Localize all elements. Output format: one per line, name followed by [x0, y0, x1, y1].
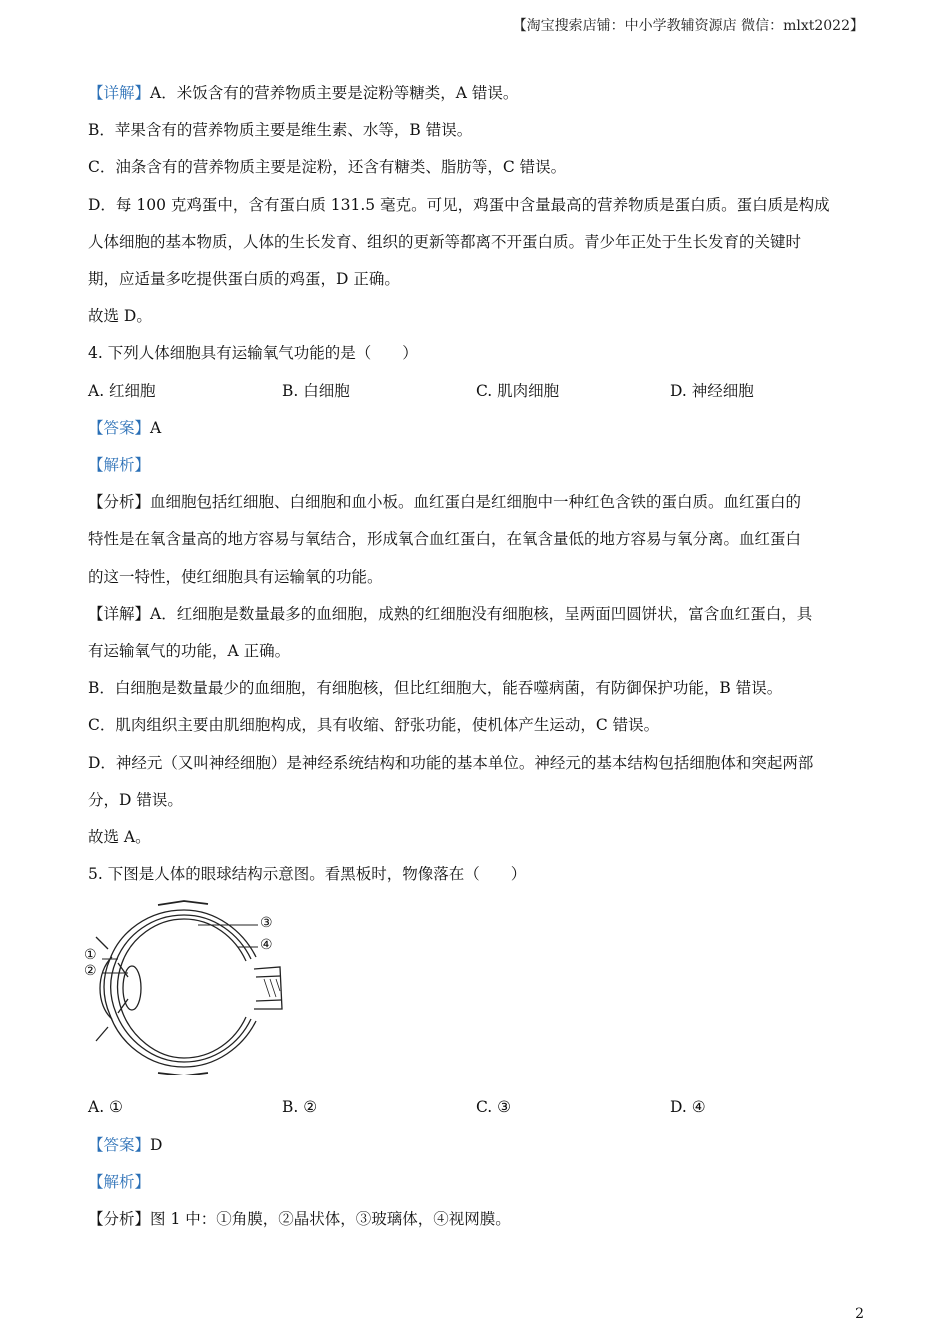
q5-option-a: A. ①	[88, 1098, 123, 1117]
q5-option-d: D. ④	[670, 1098, 706, 1117]
q3-conclusion: 故选 D。	[88, 307, 152, 326]
q3-detail-c: C．油条含有的营养物质主要是淀粉，还含有糖类、脂肪等，C 错误。	[88, 158, 567, 177]
q3-detail-d-line3: 期，应适量多吃提供蛋白质的鸡蛋，D 正确。	[88, 270, 400, 289]
q4-analysis-tag: 【解析】	[88, 456, 151, 475]
q5-question: 5. 下图是人体的眼球结构示意图。看黑板时，物像落在（ ）	[88, 865, 527, 884]
q3-detail-d-line1: D．每 100 克鸡蛋中，含有蛋白质 131.5 毫克。可见，鸡蛋中含量最高的营养物质是蛋白质。蛋白质是构成	[88, 195, 830, 214]
q3-detail-d-line2: 人体细胞的基本物质，人体的生长发育、组织的更新等都离不开蛋白质。青少年正处于生长发育的关键时	[88, 232, 802, 251]
detail-tag: 【详解】	[88, 84, 151, 102]
q4-fenxi-line1: 【分析】血细胞包括红细胞、白细胞和血小板。血红蛋白是红细胞中一种红色含铁的蛋白质。血红蛋白的	[88, 493, 802, 512]
header-source-note: 【淘宝搜索店铺：中小学教辅资源店 微信：mlxt2022】	[512, 18, 864, 34]
figure-label-2: ②	[84, 963, 97, 980]
q4-detail-a-line1: 【详解】A．红细胞是数量最多的血细胞，成熟的红细胞没有细胞核，呈两面凹圆饼状，富含血红蛋白，具	[88, 604, 813, 623]
q4-detail-c: C．肌肉组织主要由肌细胞构成，具有收缩、舒张功能，使机体产生运动，C 错误。	[88, 716, 660, 735]
q3-detail-b: B．苹果含有的营养物质主要是维生素、水等，B 错误。	[88, 121, 473, 140]
q4-detail-a-line2: 有运输氧气的功能，A 正确。	[88, 642, 291, 661]
eyeball-diagram-svg	[88, 897, 308, 1075]
figure-label-4: ④	[260, 937, 273, 954]
q4-fenxi-line2: 特性是在氧含量高的地方容易与氧结合，形成氧合血红蛋白，在氧含量低的地方容易与氧分离。血红蛋白	[88, 530, 802, 549]
q4-option-c: C. 肌肉细胞	[476, 381, 560, 400]
q4-question: 4. 下列人体细胞具有运输氧气功能的是（ ）	[88, 344, 418, 363]
q4-option-a: A. 红细胞	[88, 381, 156, 400]
q3-detail-a: 【详解】A．米饭含有的营养物质主要是淀粉等糖类，A 错误。	[88, 84, 519, 102]
page-content	[84, 75, 866, 1238]
q4-conclusion: 故选 A。	[88, 828, 151, 847]
eyeball-diagram	[84, 897, 308, 1075]
q4-options	[88, 373, 866, 410]
q4-detail-d-line1: D．神经元（又叫神经细胞）是神经系统结构和功能的基本单位。神经元的基本结构包括细胞体和突起两部	[88, 753, 814, 772]
q4-answer: 【答案】A	[88, 418, 162, 437]
q4-option-d: D. 神经细胞	[670, 381, 754, 400]
q4-detail-b: B．白细胞是数量最少的血细胞，有细胞核，但比红细胞大，能吞噬病菌，有防御保护功能，B 错误。	[88, 679, 783, 698]
q5-fenxi: 【分析】图 1 中：①角膜，②晶状体，③玻璃体，④视网膜。	[88, 1210, 511, 1229]
q5-option-c: C. ③	[476, 1098, 512, 1117]
q4-fenxi-line3: 的这一特性，使红细胞具有运输氧的功能。	[88, 567, 383, 586]
q5-options	[88, 1089, 866, 1126]
q5-option-b: B. ②	[282, 1098, 318, 1117]
q5-analysis-tag: 【解析】	[88, 1172, 151, 1191]
page-number: 2	[855, 1306, 864, 1322]
q5-answer: 【答案】D	[88, 1135, 163, 1154]
figure-label-3: ③	[260, 915, 273, 932]
figure-label-1: ①	[84, 947, 97, 964]
q4-detail-d-line2: 分，D 错误。	[88, 790, 183, 809]
q4-option-b: B. 白细胞	[282, 381, 350, 400]
